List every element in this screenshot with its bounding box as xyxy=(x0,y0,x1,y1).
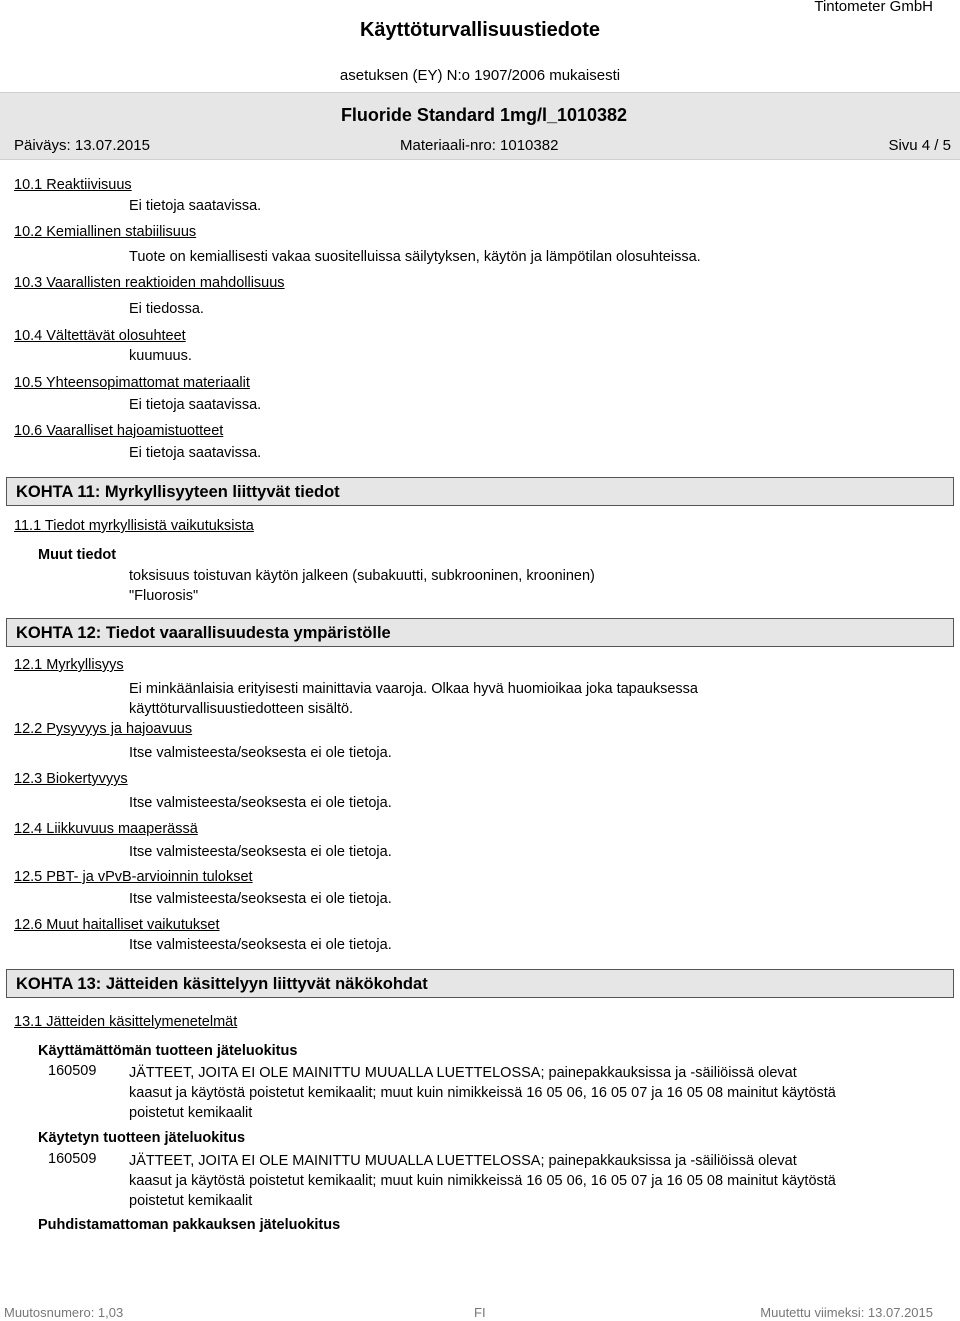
subsection-12-3-text: Itse valmisteesta/seoksesta ei ole tietoja. xyxy=(129,795,392,811)
subsection-12-2-text: Itse valmisteesta/seoksesta ei ole tietoja. xyxy=(129,745,392,761)
section-12-title: KOHTA 12: Tiedot vaarallisuudesta ympäristölle xyxy=(6,618,954,647)
page-number: Sivu 4 / 5 xyxy=(888,137,951,154)
document-title: Käyttöturvallisuustiedote xyxy=(359,19,601,41)
other-info-label: Muut tiedot xyxy=(38,547,117,563)
unused-product-waste-code: 160509 xyxy=(48,1063,97,1079)
packaging-waste-label: Puhdistamattoman pakkauksen jäteluokitus xyxy=(38,1217,341,1233)
subsection-10-3-text: Ei tiedossa. xyxy=(129,301,204,317)
subsection-10-1-text: Ei tietoja saatavissa. xyxy=(129,198,262,214)
subsection-10-5-heading: 10.5 Yhteensopimattomat materiaalit xyxy=(14,375,250,391)
header-date: Päiväys: 13.07.2015 xyxy=(14,137,150,154)
subsection-12-4-text: Itse valmisteesta/seoksesta ei ole tietoja. xyxy=(129,844,392,860)
subsection-12-6-heading: 12.6 Muut haitalliset vaikutukset xyxy=(14,917,220,933)
subsection-10-4-heading: 10.4 Vältettävät olosuhteet xyxy=(14,328,186,344)
unused-product-waste-text: JÄTTEET, JOITA EI OLE MAINITTU MUUALLA LUETTELOSSA; painepakkauksissa ja -säiliöissä olevat kaasut ja käytöstä poistetut kemikaalit; muut kuin nimikkeissä 16 05 06, 16 05 07 ja 16 05 08 mainitut käytöstä poistetut kemikaalit xyxy=(129,1065,836,1121)
used-product-waste-text: JÄTTEET, JOITA EI OLE MAINITTU MUUALLA LUETTELOSSA; painepakkauksissa ja -säiliöissä olevat kaasut ja käytöstä poistetut kemikaalit; muut kuin nimikkeissä 16 05 06, 16 05 07 ja 16 05 08 mainitut käytöstä poistetut kemikaalit xyxy=(129,1153,836,1209)
subsection-10-5-text: Ei tietoja saatavissa. xyxy=(129,397,262,413)
used-product-waste-code: 160509 xyxy=(48,1151,97,1167)
footer-modified-date: Muutettu viimeksi: 13.07.2015 xyxy=(760,1305,933,1320)
subsection-10-6-text: Ei tietoja saatavissa. xyxy=(129,445,262,461)
subsection-12-1-text: Ei minkäänlaisia erityisesti mainittavia vaaroja. Olkaa hyvä huomioikaa joka tapauksessa käyttöturvallisuustiedotteen sisältö. xyxy=(129,681,698,717)
subsection-12-5-heading: 12.5 PBT- ja vPvB-arvioinnin tulokset xyxy=(14,869,253,885)
unused-product-waste-label: Käyttämättömän tuotteen jäteluokitus xyxy=(38,1043,298,1059)
other-info-line-1: toksisuus toistuvan käytön jalkeen (subakuutti, subkrooninen, krooninen) xyxy=(129,568,595,584)
subsection-10-6-heading: 10.6 Vaaralliset hajoamistuotteet xyxy=(14,423,224,439)
footer-revision: Muutosnumero: 1,03 xyxy=(4,1305,124,1320)
subsection-12-3-heading: 12.3 Biokertyvyys xyxy=(14,771,128,787)
subsection-10-4-text: kuumuus. xyxy=(129,348,192,364)
other-info-line-2: "Fluorosis" xyxy=(129,588,199,604)
subsection-10-1-heading: 10.1 Reaktiivisuus xyxy=(14,177,132,193)
product-name: Fluoride Standard 1mg/l_1010382 xyxy=(340,105,628,125)
regulation-text: asetuksen (EY) N:o 1907/2006 mukaisesti xyxy=(339,67,621,84)
subsection-10-2-heading: 10.2 Kemiallinen stabiilisuus xyxy=(14,224,197,240)
section-11-title: KOHTA 11: Myrkyllisyyteen liittyvät tiedot xyxy=(6,477,954,506)
subsection-12-4-heading: 12.4 Liikkuvuus maaperässä xyxy=(14,821,198,837)
subsection-10-3-heading: 10.3 Vaarallisten reaktioiden mahdollisuus xyxy=(14,275,285,291)
subsection-13-1-heading: 13.1 Jätteiden käsittelymenetelmät xyxy=(14,1014,238,1030)
section-13-title: KOHTA 13: Jätteiden käsittelyyn liittyvät näkökohdat xyxy=(6,969,954,998)
subsection-12-1-heading: 12.1 Myrkyllisyys xyxy=(14,657,124,673)
company-name: Tintometer GmbH xyxy=(814,0,933,15)
subsection-10-2-text: Tuote on kemiallisesti vakaa suositelluissa säilytyksen, käytön ja lämpötilan olosuhteissa. xyxy=(129,249,701,265)
subsection-12-5-text: Itse valmisteesta/seoksesta ei ole tietoja. xyxy=(129,891,392,907)
material-number: Materiaali-nro: 1010382 xyxy=(400,137,559,154)
footer-language: FI xyxy=(474,1305,486,1320)
subsection-12-6-text: Itse valmisteesta/seoksesta ei ole tietoja. xyxy=(129,937,392,953)
subsection-12-2-heading: 12.2 Pysyvyys ja hajoavuus xyxy=(14,721,193,737)
subsection-11-1-heading: 11.1 Tiedot myrkyllisistä vaikutuksista xyxy=(14,518,254,534)
used-product-waste-label: Käytetyn tuotteen jäteluokitus xyxy=(38,1130,246,1146)
